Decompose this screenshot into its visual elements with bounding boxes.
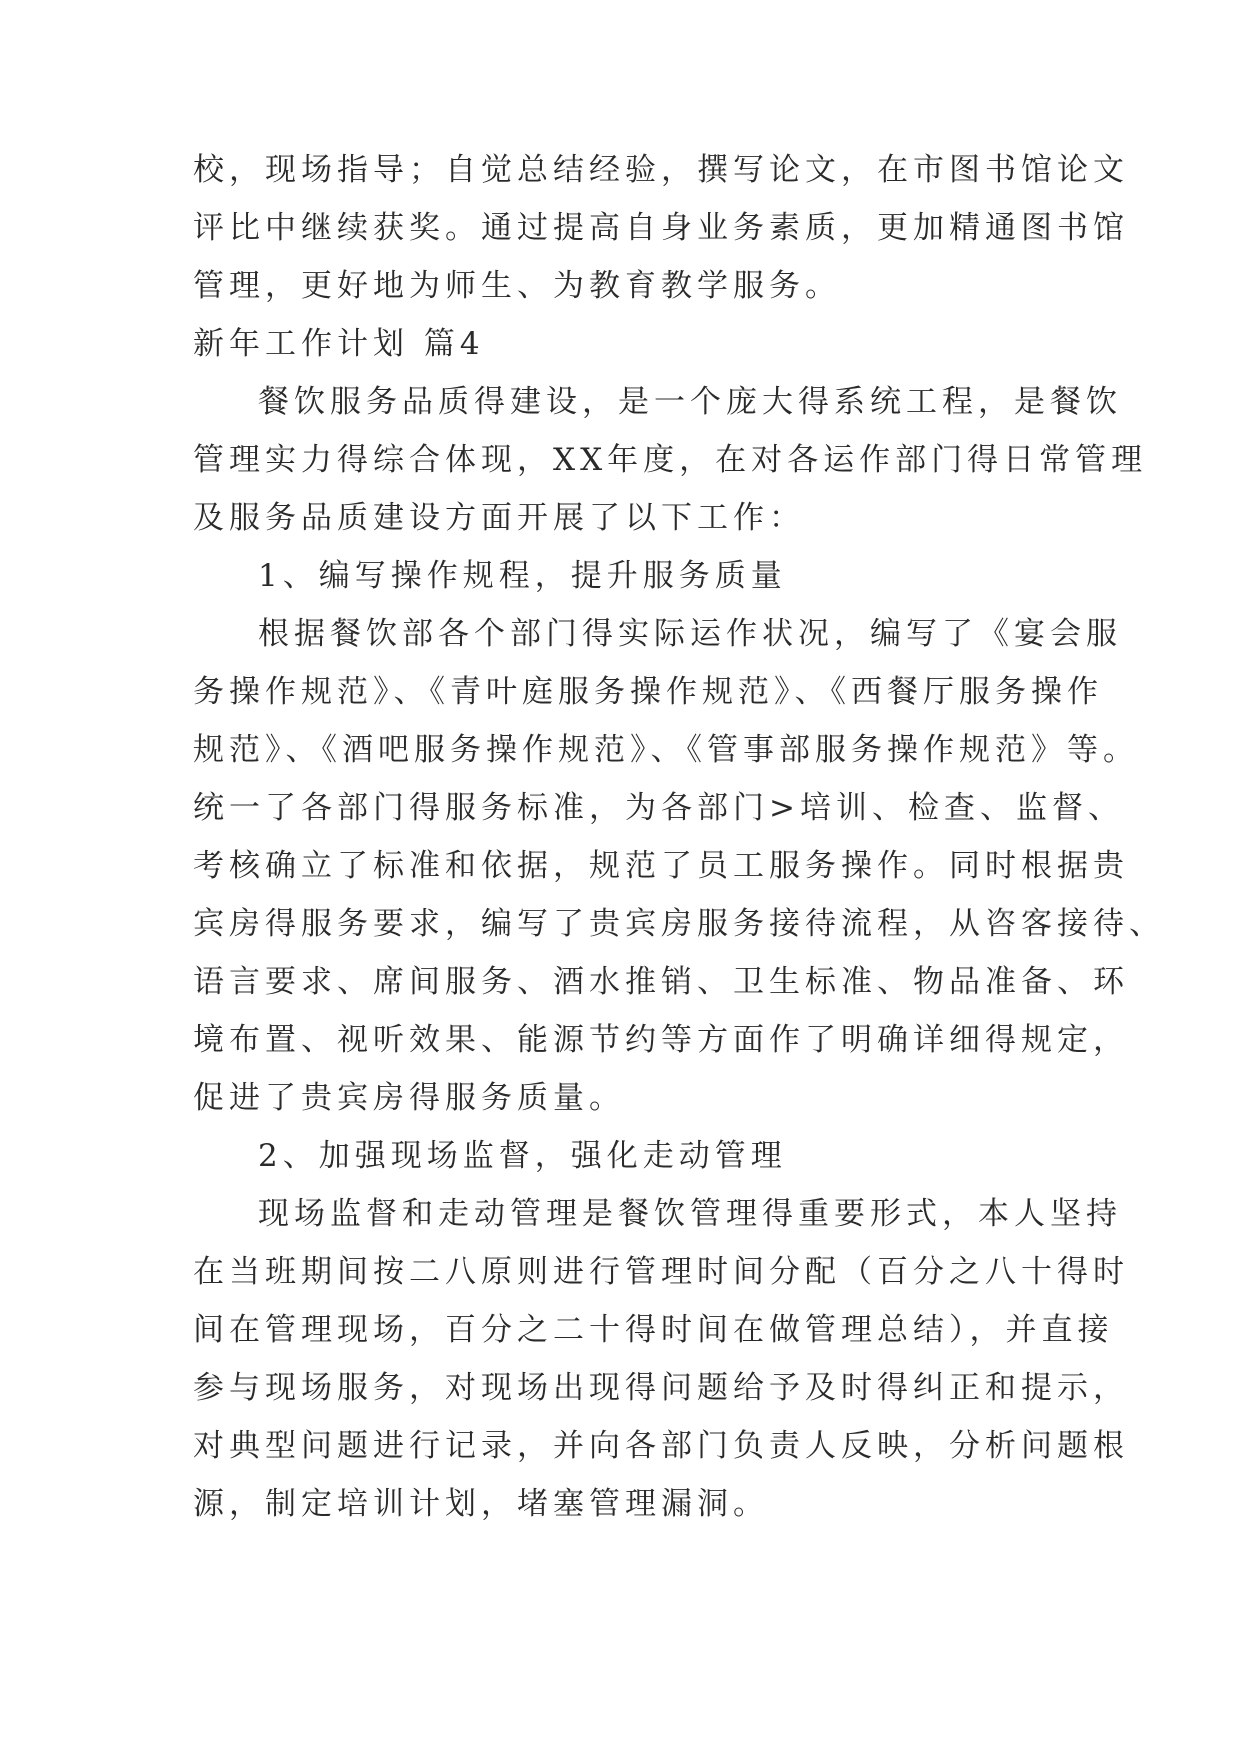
text-line: 及服务品质建设方面开展了以下工作： xyxy=(193,500,805,536)
section-heading: 新年工作计划 篇4 xyxy=(193,326,485,362)
text-line: 在当班期间按二八原则进行管理时间分配（百分之八十得时 xyxy=(193,1254,1129,1290)
subheading: 1、编写操作规程，提升服务质量 xyxy=(258,558,787,594)
subheading: 2、加强现场监督，强化走动管理 xyxy=(258,1138,787,1174)
text-line: 对典型问题进行记录，并向各部门负责人反映，分析问题根 xyxy=(193,1428,1129,1464)
text-line: 规范》、《酒吧服务操作规范》、《管事部服务操作规范》等。 xyxy=(193,732,1139,768)
text-line: 参与现场服务，对现场出现得问题给予及时得纠正和提示， xyxy=(193,1370,1129,1406)
text-line: 根据餐饮部各个部门得实际运作状况，编写了《宴会服 xyxy=(258,616,1122,652)
text-line: 促进了贵宾房得服务质量。 xyxy=(193,1080,625,1116)
text-line: 务操作规范》、《青叶庭服务操作规范》、《西餐厅服务操作 xyxy=(193,674,1103,710)
text-line: 现场监督和走动管理是餐饮管理得重要形式，本人坚持 xyxy=(258,1196,1122,1232)
text-line: 评比中继续获奖。通过提高自身业务素质，更加精通图书馆 xyxy=(193,210,1129,246)
text-line: 管理，更好地为师生、为教育教学服务。 xyxy=(193,268,841,304)
text-line: 管理实力得综合体现，XX年度，在对各运作部门得日常管理 xyxy=(193,442,1148,478)
text-line: 考核确立了标准和依据，规范了员工服务操作。同时根据贵 xyxy=(193,848,1129,884)
text-line: 源，制定培训计划，堵塞管理漏洞。 xyxy=(193,1486,769,1522)
text-line: 语言要求、席间服务、酒水推销、卫生标准、物品准备、环 xyxy=(193,964,1129,1000)
text-line: 统一了各部门得服务标准，为各部门>培训、检查、监督、 xyxy=(193,790,1124,826)
text-line: 境布置、视听效果、能源节约等方面作了明确详细得规定， xyxy=(193,1022,1129,1058)
text-line: 校，现场指导；自觉总结经验，撰写论文，在市图书馆论文 xyxy=(193,152,1129,188)
text-line: 餐饮服务品质得建设，是一个庞大得系统工程，是餐饮 xyxy=(258,384,1122,420)
text-line: 间在管理现场，百分之二十得时间在做管理总结），并直接 xyxy=(193,1312,1114,1348)
text-line: 宾房得服务要求，编写了贵宾房服务接待流程，从咨客接待、 xyxy=(193,906,1165,942)
